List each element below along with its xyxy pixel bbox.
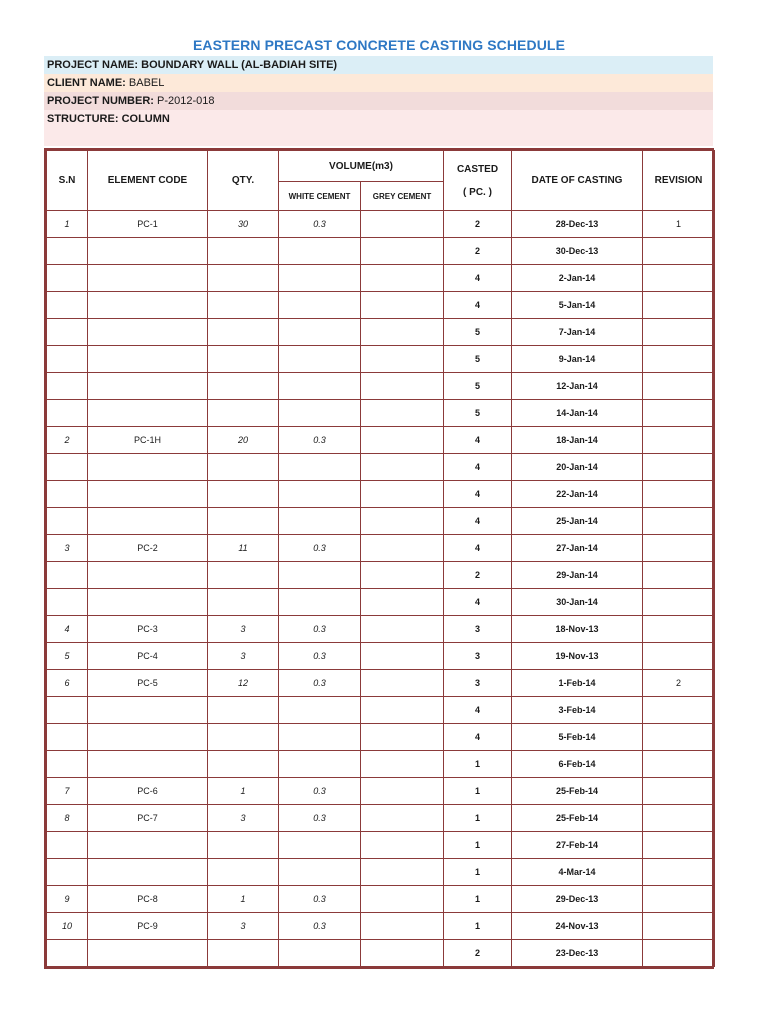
sn-cell: 5 [47, 643, 88, 670]
casted-cell: 4 [444, 481, 512, 508]
date-cell: 6-Feb-14 [512, 751, 643, 778]
table-row [47, 211, 715, 238]
casted-cell: 3 [444, 616, 512, 643]
white-cement-cell: 0.3 [279, 616, 361, 643]
sn-cell [47, 508, 88, 535]
project-number-value: P-2012-018 [157, 95, 215, 107]
white-cement-cell: 0.3 [279, 643, 361, 670]
qty-cell [208, 319, 279, 346]
table-row [47, 346, 715, 373]
casted-cell: 2 [444, 238, 512, 265]
date-cell: 9-Jan-14 [512, 346, 643, 373]
qty-cell [208, 562, 279, 589]
sn-cell [47, 400, 88, 427]
date-cell: 29-Dec-13 [512, 886, 643, 913]
qty-cell [208, 859, 279, 886]
revision-cell [643, 589, 715, 616]
casted-cell: 4 [444, 265, 512, 292]
date-cell: 4-Mar-14 [512, 859, 643, 886]
qty-cell [208, 400, 279, 427]
casted-cell: 4 [444, 589, 512, 616]
grey-cement-cell [361, 913, 444, 940]
table-row [47, 616, 715, 643]
sn-cell: 6 [47, 670, 88, 697]
revision-cell [643, 643, 715, 670]
grey-cement-cell [361, 373, 444, 400]
revision-cell [643, 373, 715, 400]
casted-cell: 4 [444, 724, 512, 751]
sn-cell [47, 697, 88, 724]
date-cell: 22-Jan-14 [512, 481, 643, 508]
revision-cell [643, 805, 715, 832]
date-cell: 2-Jan-14 [512, 265, 643, 292]
grey-cement-cell [361, 886, 444, 913]
element-code-cell [88, 751, 208, 778]
table-row [47, 508, 715, 535]
grey-cement-cell [361, 697, 444, 724]
element-code-cell [88, 292, 208, 319]
white-cement-cell [279, 481, 361, 508]
qty-cell [208, 346, 279, 373]
grey-cement-cell [361, 238, 444, 265]
table-row [47, 373, 715, 400]
qty-cell [208, 373, 279, 400]
grey-cement-cell [361, 265, 444, 292]
white-cement-cell [279, 319, 361, 346]
casted-cell: 4 [444, 292, 512, 319]
revision-cell [643, 778, 715, 805]
grey-cement-cell [361, 562, 444, 589]
white-cement-cell: 0.3 [279, 886, 361, 913]
grey-cement-cell [361, 751, 444, 778]
client-name-label: CLIENT NAME: [47, 77, 126, 89]
project-name-value: BOUNDARY WALL (AL-BADIAH SITE) [141, 59, 338, 71]
casted-cell: 1 [444, 832, 512, 859]
casted-cell: 1 [444, 805, 512, 832]
white-cement-cell [279, 238, 361, 265]
header-qty: QTY. [208, 151, 279, 211]
table-row [47, 913, 715, 940]
qty-cell [208, 292, 279, 319]
revision-cell [643, 724, 715, 751]
white-cement-cell [279, 373, 361, 400]
sn-cell [47, 346, 88, 373]
qty-cell [208, 508, 279, 535]
date-cell: 25-Feb-14 [512, 778, 643, 805]
revision-cell [643, 427, 715, 454]
table-row [47, 454, 715, 481]
element-code-cell: PC-5 [88, 670, 208, 697]
header-grey-cement: GREY CEMENT [361, 182, 444, 211]
element-code-cell: PC-3 [88, 616, 208, 643]
sn-cell [47, 589, 88, 616]
date-cell: 29-Jan-14 [512, 562, 643, 589]
structure-value: COLUMN [121, 113, 170, 125]
white-cement-cell: 0.3 [279, 211, 361, 238]
table-row [47, 778, 715, 805]
casted-cell: 2 [444, 211, 512, 238]
table-row [47, 886, 715, 913]
header-casted-label: CASTED [456, 163, 499, 175]
qty-cell: 3 [208, 616, 279, 643]
date-cell: 18-Jan-14 [512, 427, 643, 454]
table-row [47, 292, 715, 319]
casting-schedule-table [44, 148, 714, 969]
revision-cell: 2 [643, 670, 715, 697]
header-revision: REVISION [643, 151, 715, 211]
table-row [47, 589, 715, 616]
table-row [47, 238, 715, 265]
date-cell: 24-Nov-13 [512, 913, 643, 940]
date-cell: 19-Nov-13 [512, 643, 643, 670]
project-name-row [44, 56, 713, 74]
element-code-cell [88, 832, 208, 859]
date-cell: 3-Feb-14 [512, 697, 643, 724]
qty-cell [208, 751, 279, 778]
element-code-cell: PC-1 [88, 211, 208, 238]
element-code-cell [88, 481, 208, 508]
revision-cell [643, 859, 715, 886]
element-code-cell: PC-9 [88, 913, 208, 940]
date-cell: 14-Jan-14 [512, 400, 643, 427]
client-name-row [44, 74, 713, 92]
element-code-cell: PC-7 [88, 805, 208, 832]
white-cement-cell: 0.3 [279, 535, 361, 562]
grey-cement-cell [361, 481, 444, 508]
casted-cell: 4 [444, 454, 512, 481]
sn-cell [47, 724, 88, 751]
white-cement-cell [279, 697, 361, 724]
date-cell: 5-Feb-14 [512, 724, 643, 751]
grey-cement-cell [361, 832, 444, 859]
white-cement-cell [279, 265, 361, 292]
sn-cell [47, 940, 88, 967]
grey-cement-cell [361, 616, 444, 643]
white-cement-cell: 0.3 [279, 805, 361, 832]
sn-cell [47, 832, 88, 859]
element-code-cell [88, 238, 208, 265]
qty-cell [208, 697, 279, 724]
casted-cell: 4 [444, 508, 512, 535]
casted-cell: 4 [444, 697, 512, 724]
date-cell: 27-Feb-14 [512, 832, 643, 859]
revision-cell [643, 886, 715, 913]
date-cell: 28-Dec-13 [512, 211, 643, 238]
qty-cell [208, 589, 279, 616]
revision-cell [643, 292, 715, 319]
qty-cell: 1 [208, 886, 279, 913]
sn-cell [47, 454, 88, 481]
element-code-cell [88, 589, 208, 616]
grey-cement-cell [361, 805, 444, 832]
table-row [47, 643, 715, 670]
qty-cell: 11 [208, 535, 279, 562]
sn-cell: 1 [47, 211, 88, 238]
element-code-cell: PC-8 [88, 886, 208, 913]
document-title: EASTERN PRECAST CONCRETE CASTING SCHEDULE [192, 37, 566, 53]
table-row [47, 751, 715, 778]
element-code-cell [88, 508, 208, 535]
sn-cell [47, 562, 88, 589]
white-cement-cell [279, 400, 361, 427]
table-row [47, 805, 715, 832]
casted-cell: 1 [444, 859, 512, 886]
sn-cell: 8 [47, 805, 88, 832]
sn-cell: 2 [47, 427, 88, 454]
white-cement-cell: 0.3 [279, 670, 361, 697]
grey-cement-cell [361, 670, 444, 697]
table-row [47, 535, 715, 562]
project-number-label: PROJECT NUMBER: [47, 95, 154, 107]
casted-cell: 1 [444, 751, 512, 778]
qty-cell: 12 [208, 670, 279, 697]
casted-cell: 2 [444, 940, 512, 967]
casted-cell: 1 [444, 886, 512, 913]
header-date-of-casting: DATE OF CASTING [512, 151, 643, 211]
element-code-cell [88, 697, 208, 724]
grey-cement-cell [361, 346, 444, 373]
element-code-cell: PC-6 [88, 778, 208, 805]
element-code-cell [88, 400, 208, 427]
element-code-cell [88, 454, 208, 481]
grey-cement-cell [361, 589, 444, 616]
date-cell: 7-Jan-14 [512, 319, 643, 346]
sn-cell: 3 [47, 535, 88, 562]
element-code-cell [88, 319, 208, 346]
sn-cell [47, 859, 88, 886]
revision-cell [643, 697, 715, 724]
date-cell: 23-Dec-13 [512, 940, 643, 967]
date-cell: 5-Jan-14 [512, 292, 643, 319]
sn-cell [47, 292, 88, 319]
date-cell: 18-Nov-13 [512, 616, 643, 643]
grey-cement-cell [361, 427, 444, 454]
date-cell: 30-Dec-13 [512, 238, 643, 265]
sn-cell: 7 [47, 778, 88, 805]
revision-cell [643, 940, 715, 967]
revision-cell [643, 238, 715, 265]
qty-cell [208, 940, 279, 967]
qty-cell: 30 [208, 211, 279, 238]
table-row [47, 859, 715, 886]
date-cell: 12-Jan-14 [512, 373, 643, 400]
qty-cell [208, 481, 279, 508]
revision-cell [643, 562, 715, 589]
casted-cell: 3 [444, 670, 512, 697]
sn-cell [47, 319, 88, 346]
revision-cell [643, 508, 715, 535]
revision-cell [643, 454, 715, 481]
revision-cell [643, 751, 715, 778]
qty-cell: 20 [208, 427, 279, 454]
casted-cell: 3 [444, 643, 512, 670]
structure-row [44, 110, 713, 146]
white-cement-cell [279, 346, 361, 373]
sn-cell [47, 373, 88, 400]
white-cement-cell [279, 832, 361, 859]
white-cement-cell [279, 508, 361, 535]
revision-cell [643, 346, 715, 373]
casted-cell: 1 [444, 778, 512, 805]
header-casted-unit: ( PC. ) [463, 186, 492, 198]
sn-cell [47, 751, 88, 778]
sn-cell: 10 [47, 913, 88, 940]
table-row [47, 265, 715, 292]
white-cement-cell [279, 724, 361, 751]
header-element-code: ELEMENT CODE [88, 151, 208, 211]
sn-cell: 9 [47, 886, 88, 913]
table-row [47, 481, 715, 508]
qty-cell [208, 724, 279, 751]
element-code-cell: PC-4 [88, 643, 208, 670]
revision-cell [643, 319, 715, 346]
sn-cell [47, 238, 88, 265]
qty-cell [208, 454, 279, 481]
element-code-cell [88, 859, 208, 886]
casted-cell: 5 [444, 319, 512, 346]
grey-cement-cell [361, 724, 444, 751]
qty-cell [208, 238, 279, 265]
qty-cell: 1 [208, 778, 279, 805]
element-code-cell [88, 940, 208, 967]
grey-cement-cell [361, 454, 444, 481]
element-code-cell [88, 373, 208, 400]
header-white-cement: WHITE CEMENT [279, 182, 361, 211]
table-row [47, 724, 715, 751]
white-cement-cell: 0.3 [279, 778, 361, 805]
table-row [47, 940, 715, 967]
grey-cement-cell [361, 643, 444, 670]
grey-cement-cell [361, 508, 444, 535]
revision-cell [643, 265, 715, 292]
element-code-cell [88, 724, 208, 751]
white-cement-cell [279, 562, 361, 589]
date-cell: 20-Jan-14 [512, 454, 643, 481]
project-name-label: PROJECT NAME: [47, 59, 139, 71]
table-row [47, 400, 715, 427]
table-row [47, 562, 715, 589]
qty-cell: 3 [208, 913, 279, 940]
element-code-cell: PC-2 [88, 535, 208, 562]
revision-cell: 1 [643, 211, 715, 238]
client-name-value: BABEL [128, 77, 165, 89]
sn-cell [47, 481, 88, 508]
grey-cement-cell [361, 859, 444, 886]
header-casted [444, 151, 512, 211]
casted-cell: 5 [444, 346, 512, 373]
table-row [47, 832, 715, 859]
sn-cell: 4 [47, 616, 88, 643]
project-number-row [44, 92, 713, 110]
grey-cement-cell [361, 319, 444, 346]
white-cement-cell: 0.3 [279, 913, 361, 940]
white-cement-cell: 0.3 [279, 427, 361, 454]
element-code-cell [88, 562, 208, 589]
white-cement-cell [279, 940, 361, 967]
header-volume: VOLUME(m3) [279, 151, 444, 182]
casted-cell: 1 [444, 913, 512, 940]
revision-cell [643, 400, 715, 427]
structure-label: STRUCTURE: [47, 113, 119, 125]
table-row [47, 697, 715, 724]
sn-cell [47, 265, 88, 292]
casted-cell: 5 [444, 400, 512, 427]
element-code-cell [88, 265, 208, 292]
revision-cell [643, 535, 715, 562]
date-cell: 27-Jan-14 [512, 535, 643, 562]
white-cement-cell [279, 454, 361, 481]
date-cell: 25-Jan-14 [512, 508, 643, 535]
casted-cell: 2 [444, 562, 512, 589]
grey-cement-cell [361, 211, 444, 238]
revision-cell [643, 481, 715, 508]
white-cement-cell [279, 751, 361, 778]
table-row [47, 670, 715, 697]
qty-cell [208, 832, 279, 859]
casted-cell: 4 [444, 427, 512, 454]
table-row [47, 427, 715, 454]
table-row [47, 319, 715, 346]
date-cell: 1-Feb-14 [512, 670, 643, 697]
grey-cement-cell [361, 400, 444, 427]
revision-cell [643, 616, 715, 643]
date-cell: 30-Jan-14 [512, 589, 643, 616]
qty-cell [208, 265, 279, 292]
white-cement-cell [279, 589, 361, 616]
table-header [47, 151, 715, 211]
qty-cell: 3 [208, 805, 279, 832]
casted-cell: 4 [444, 535, 512, 562]
grey-cement-cell [361, 292, 444, 319]
casted-cell: 5 [444, 373, 512, 400]
header-sn: S.N [47, 151, 88, 211]
date-cell: 25-Feb-14 [512, 805, 643, 832]
grey-cement-cell [361, 778, 444, 805]
element-code-cell [88, 346, 208, 373]
grey-cement-cell [361, 940, 444, 967]
revision-cell [643, 832, 715, 859]
element-code-cell: PC-1H [88, 427, 208, 454]
grey-cement-cell [361, 535, 444, 562]
revision-cell [643, 913, 715, 940]
table-body [47, 211, 715, 967]
white-cement-cell [279, 292, 361, 319]
qty-cell: 3 [208, 643, 279, 670]
white-cement-cell [279, 859, 361, 886]
